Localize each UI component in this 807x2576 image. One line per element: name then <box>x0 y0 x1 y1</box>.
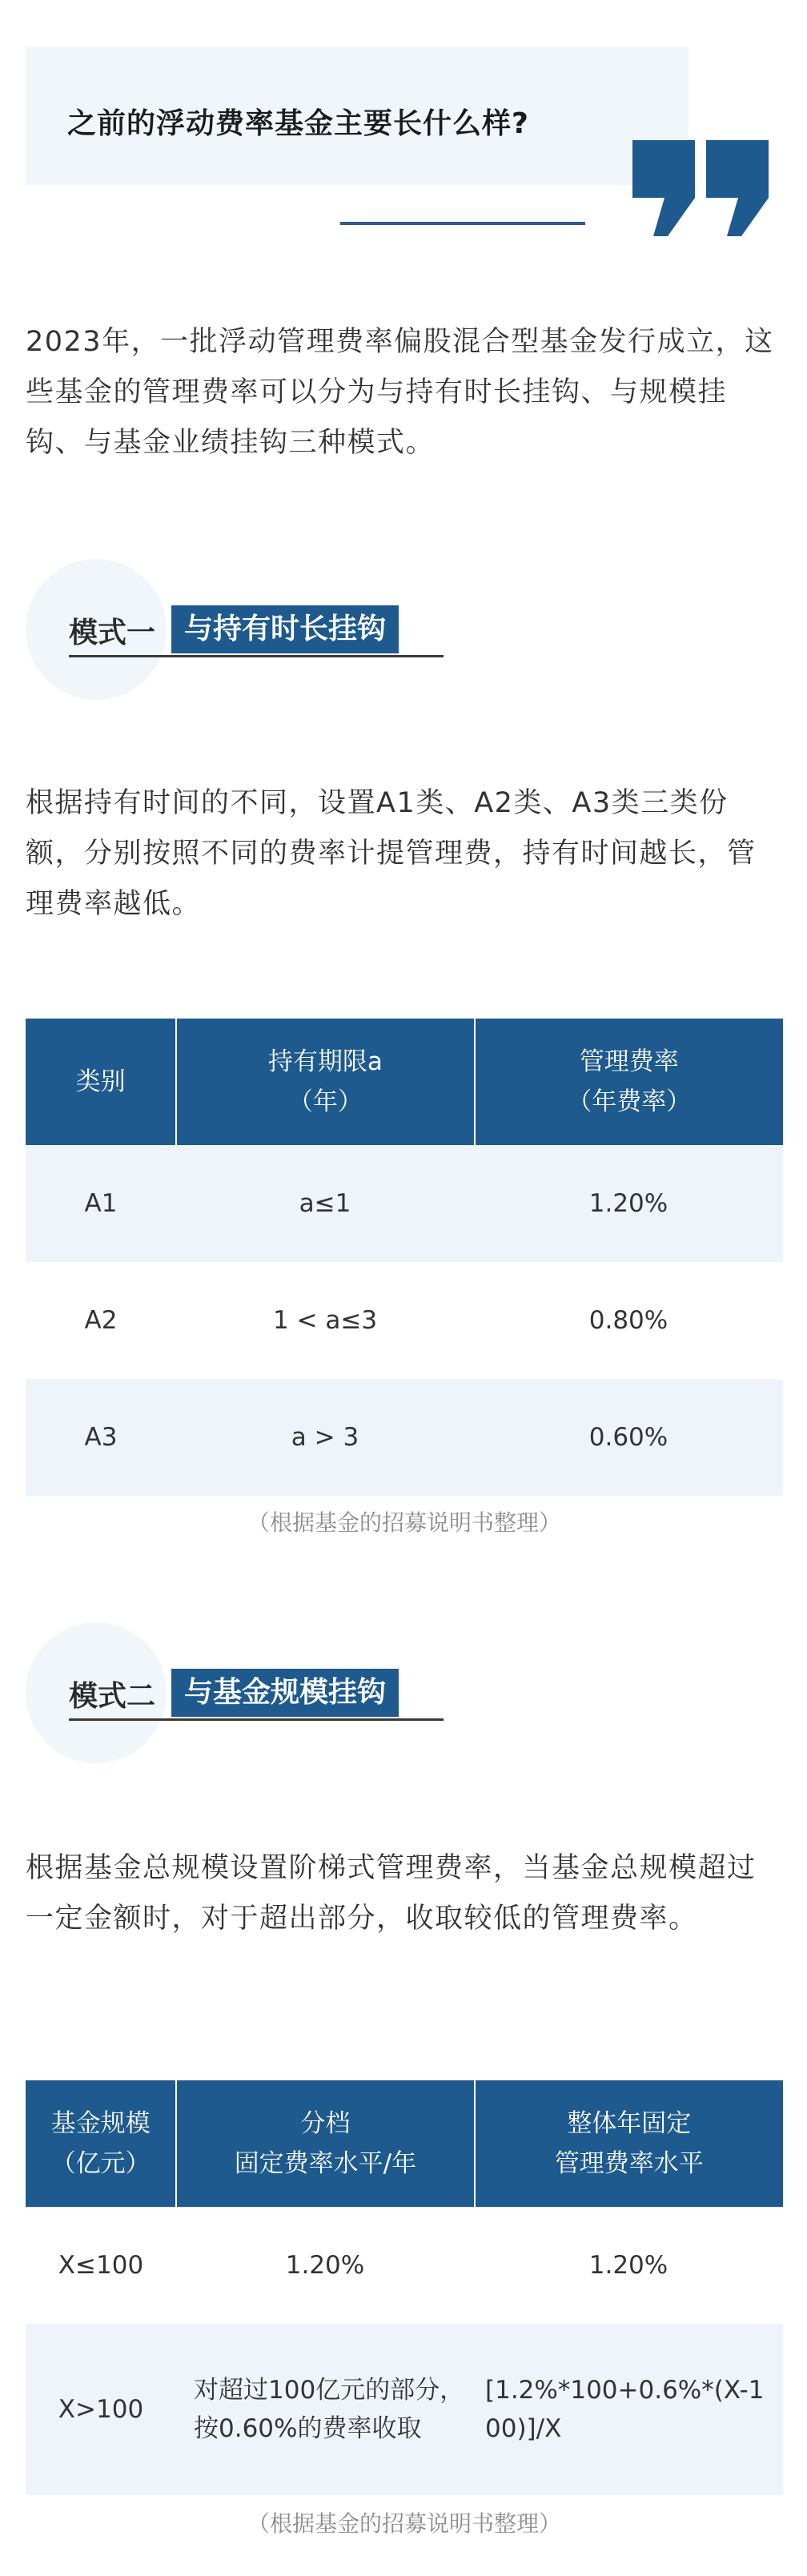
intro-paragraph: 2023年，一批浮动管理费率偏股混合型基金发行成立，这些基金的管理费率可以分为与持有时长挂钩、与规模挂钩、与基金业绩挂钩三种模式。 <box>26 326 774 459</box>
table-row <box>26 2207 783 2324</box>
fund-size-fee-table <box>26 2080 783 2495</box>
table2-caption: （根据基金的招募说明书整理） <box>247 2510 561 2537</box>
section2-tag: 与基金规模挂钩 <box>171 1669 399 1717</box>
table-cell: 1.20% <box>285 2251 365 2280</box>
table-cell: a≤1 <box>299 1189 351 1218</box>
table-cell: X>100 <box>58 2395 144 2424</box>
table-cell: A2 <box>84 1306 118 1335</box>
quote-mark-icon <box>706 140 769 236</box>
table-cell: 0.60% <box>588 1423 668 1452</box>
table-header-cell: 类别 <box>75 1067 126 1096</box>
table-header-cell: 持有期限a （年） <box>175 1019 473 1145</box>
section1-paragraph: 根据持有时间的不同，设置A1类、A2类、A3类三类份额，分别按照不同的费率计提管理费，持有时间越长，管理费率越低。 <box>26 787 757 920</box>
table-row <box>26 1262 783 1379</box>
header-divider <box>340 222 585 225</box>
section1-mode-label: 模式一 <box>69 617 156 649</box>
quote-mark-icon <box>632 140 695 236</box>
table-cell: A3 <box>84 1423 118 1452</box>
table-cell: 1 < a≤3 <box>272 1306 378 1335</box>
section1-underline <box>69 655 444 657</box>
section2-underline <box>69 1718 444 1721</box>
table-header-cell: 分档 固定费率水平/年 <box>175 2080 473 2207</box>
table-header-cell: 管理费率 （年费率） <box>474 1019 783 1145</box>
section2-mode-label: 模式二 <box>69 1680 156 1713</box>
table-row <box>26 1145 783 1262</box>
table-header-cell: 整体年固定 管理费率水平 <box>474 2080 783 2207</box>
table-cell: 对超过100亿元的部分，按0.60%的费率收取 <box>194 2376 465 2443</box>
page-title: 之前的浮动费率基金主要长什么样? <box>67 107 529 140</box>
table-cell: X≤100 <box>58 2251 144 2280</box>
table-cell: 1.20% <box>588 1189 668 1218</box>
table-header <box>26 1019 783 1145</box>
table-cell: [1.2%*100+0.6%*(X-100)]/X <box>485 2376 765 2443</box>
table-header-cell: 基金规模 （亿元） <box>50 2109 151 2178</box>
table-cell: 0.80% <box>588 1306 668 1335</box>
table-cell: a > 3 <box>291 1423 359 1452</box>
section1-tag: 与持有时长挂钩 <box>171 605 399 653</box>
table-cell: 1.20% <box>588 2251 668 2280</box>
table-row <box>26 2324 783 2495</box>
holding-period-fee-table <box>26 1019 783 1496</box>
section2-paragraph: 根据基金总规模设置阶梯式管理费率，当基金总规模超过一定金额时，对于超出部分，收取较低的管理费率。 <box>26 1852 757 1935</box>
table-row <box>26 1379 783 1496</box>
table-cell: A1 <box>84 1189 118 1218</box>
table1-caption: （根据基金的招募说明书整理） <box>247 1509 561 1536</box>
table-header <box>26 2080 783 2207</box>
